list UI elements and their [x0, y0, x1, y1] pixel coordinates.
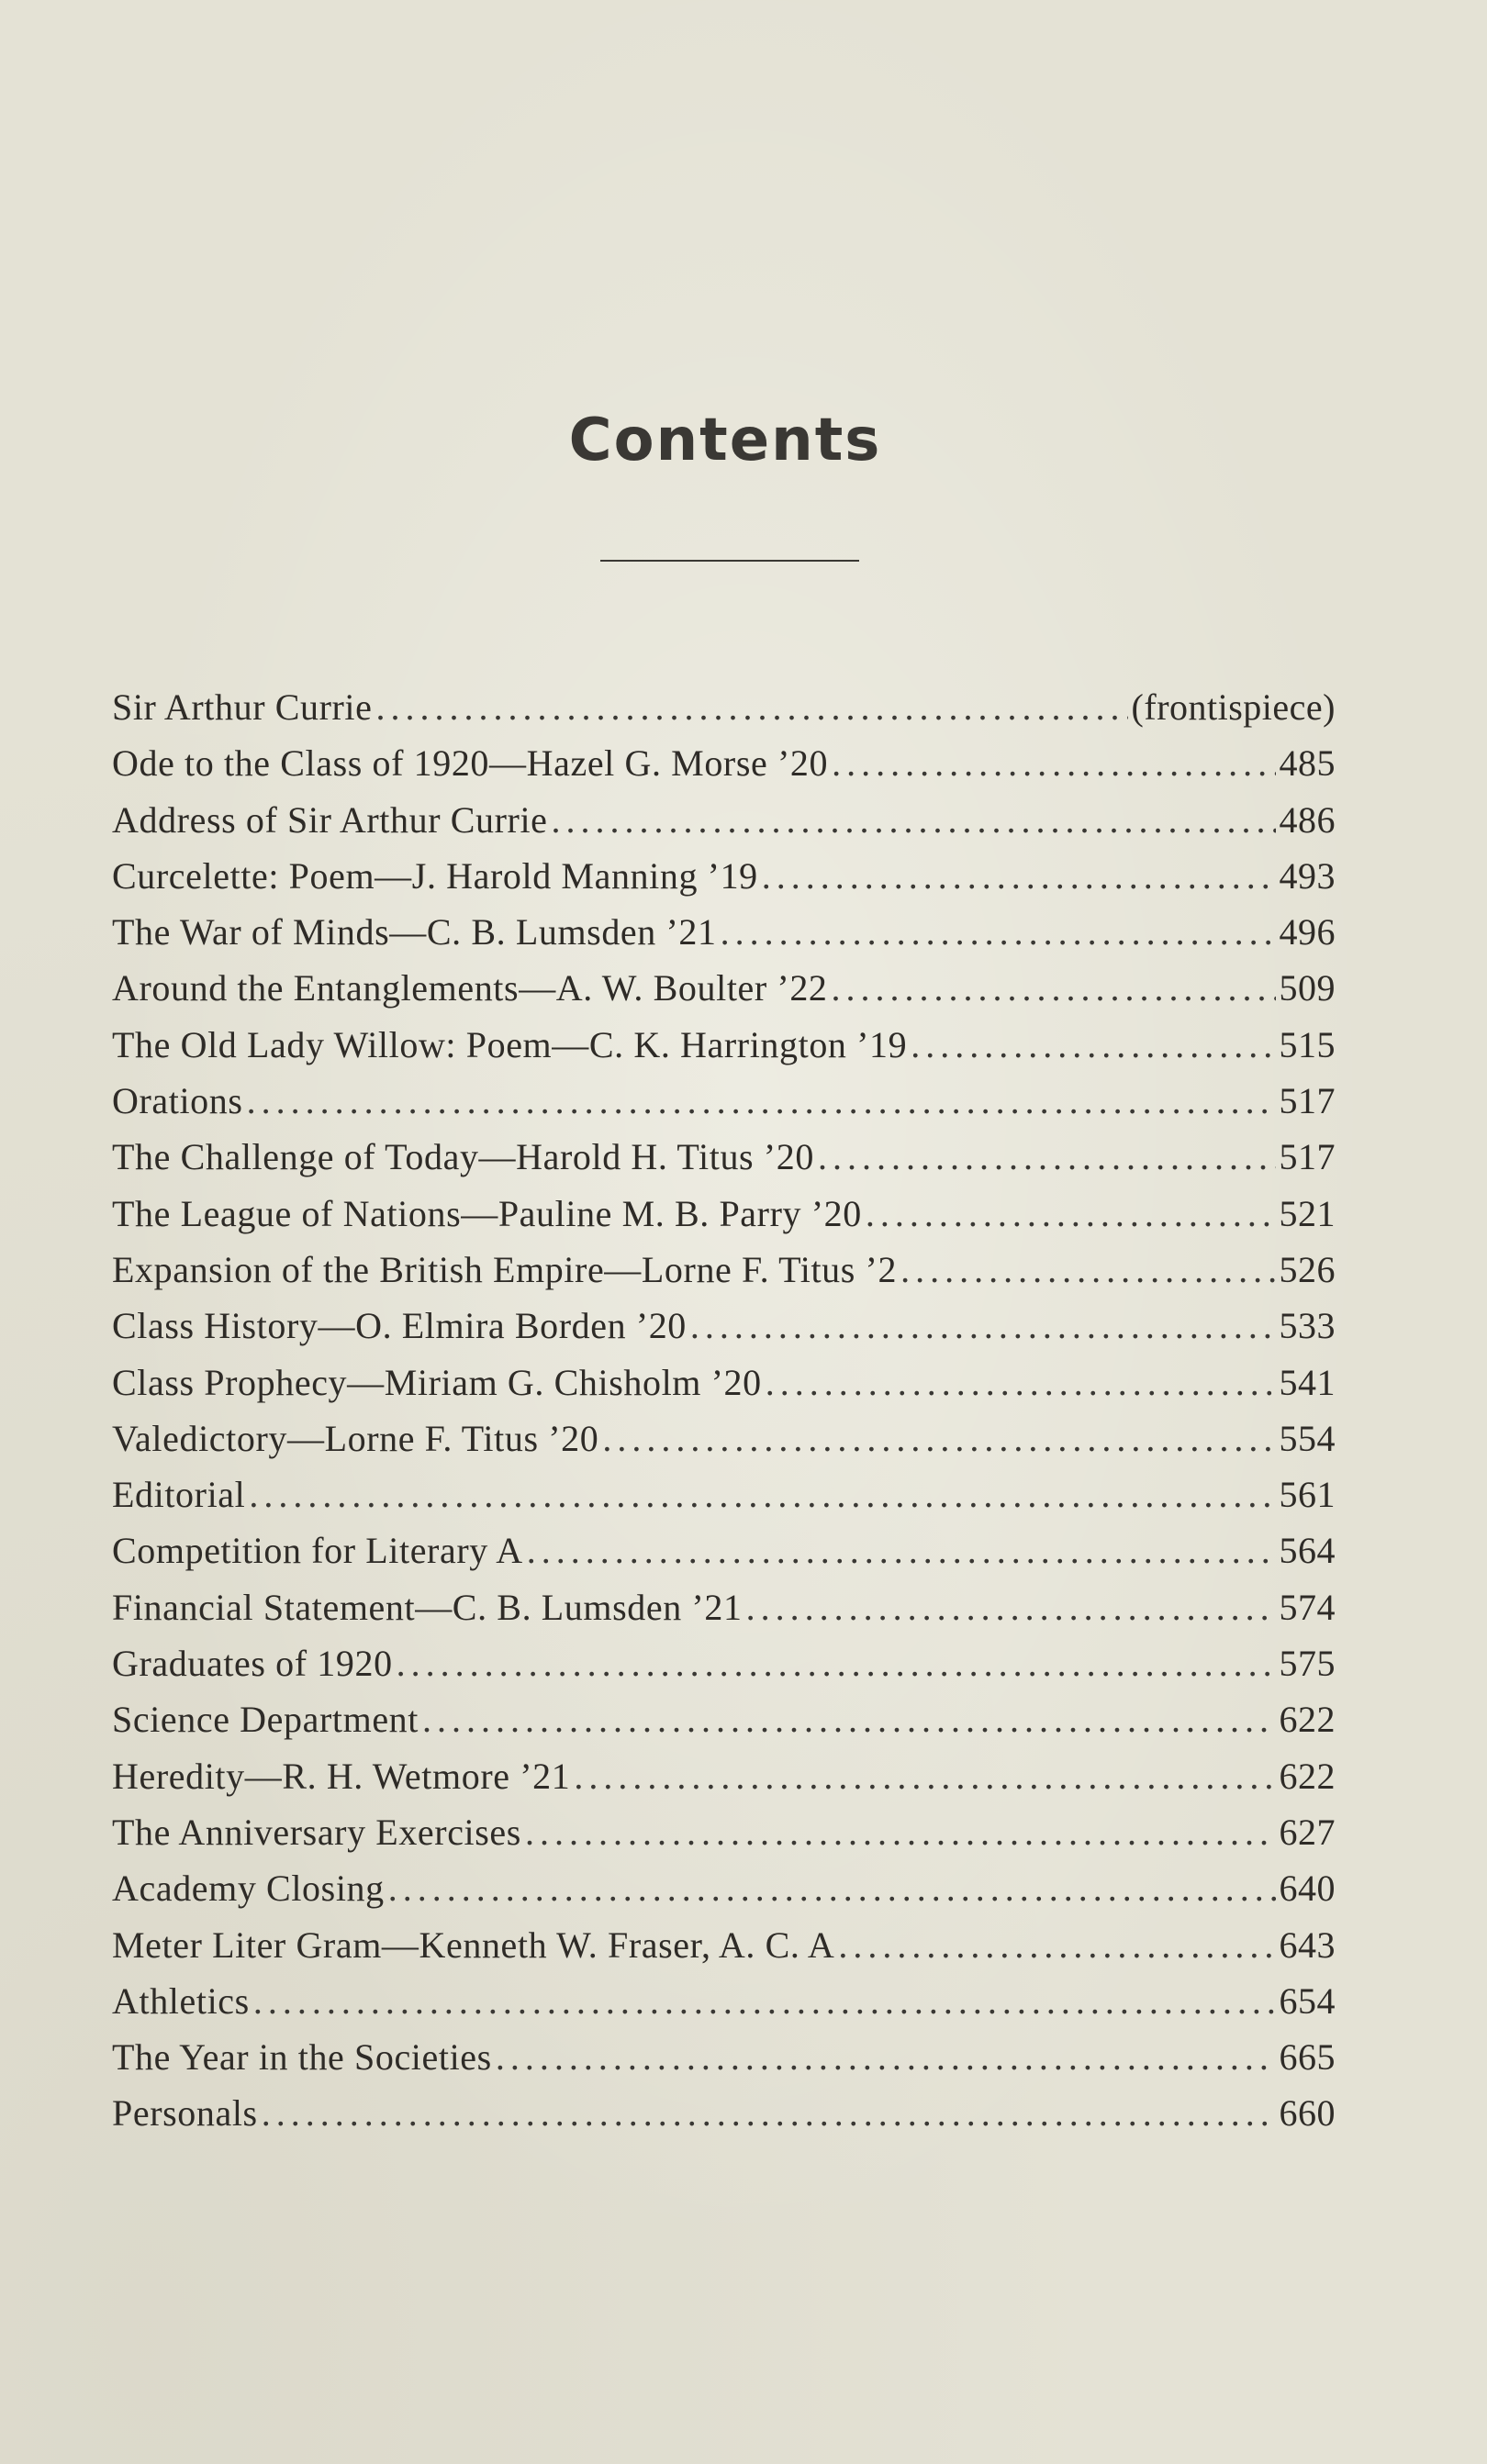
dot-leader [376, 679, 1128, 735]
contents-entry [112, 1917, 1336, 1973]
contents-entry [112, 848, 1336, 904]
entry-page: 509 [1279, 967, 1336, 1009]
entry-title: The Challenge of Today—Harold H. Titus ’20 [112, 1136, 814, 1178]
entry-page: 486 [1279, 798, 1336, 841]
contents-entry [112, 1073, 1336, 1129]
contents-entry [112, 1466, 1336, 1522]
dot-leader [397, 1635, 1276, 1691]
dot-leader [832, 735, 1275, 791]
contents-entry [112, 735, 1336, 791]
entry-page: 496 [1279, 911, 1336, 953]
entry-page: 533 [1279, 1305, 1336, 1347]
entry-title: Meter Liter Gram—Kenneth W. Fraser, A. C. A [112, 1923, 835, 1966]
contents-entry [112, 1579, 1336, 1635]
entry-title: The Year in the Societies [112, 2036, 492, 2079]
entry-page: 515 [1279, 1023, 1336, 1065]
contents-entry [112, 1242, 1336, 1298]
dot-leader [900, 1242, 1275, 1298]
dot-leader [388, 1860, 1276, 1916]
dot-leader [262, 2085, 1276, 2141]
contents-entry [112, 2029, 1336, 2085]
dot-leader [721, 904, 1276, 960]
contents-entry [112, 2085, 1336, 2141]
dot-leader [247, 1073, 1276, 1129]
entry-title: Orations [112, 1080, 243, 1122]
entry-title: Class History—O. Elmira Borden ’20 [112, 1305, 687, 1347]
entry-page: 654 [1279, 1979, 1336, 2022]
entry-title: Valedictory—Lorne F. Titus ’20 [112, 1417, 599, 1459]
contents-entry [112, 1522, 1336, 1578]
contents-entry [112, 1017, 1336, 1073]
dot-leader [525, 1804, 1276, 1860]
entry-title: Editorial [112, 1474, 246, 1516]
entry-title: Heredity—R. H. Wetmore ’21 [112, 1755, 571, 1797]
contents-entry [112, 1691, 1336, 1747]
contents-entry [112, 1804, 1336, 1860]
entry-title: Class Prophecy—Miriam G. Chisholm ’20 [112, 1361, 762, 1403]
entry-page: 640 [1279, 1868, 1336, 1910]
entry-page: 575 [1279, 1643, 1336, 1685]
entry-page: 643 [1279, 1923, 1336, 1966]
dot-leader [249, 1466, 1275, 1522]
dot-leader [552, 792, 1276, 848]
entry-page: 526 [1279, 1248, 1336, 1290]
page-title: Contents [568, 406, 882, 474]
contents-entry [112, 1748, 1336, 1804]
dot-leader [746, 1579, 1276, 1635]
entry-page: 554 [1279, 1417, 1336, 1459]
contents-entry [112, 1973, 1336, 2029]
entry-page: 660 [1279, 2092, 1336, 2135]
contents-entry [112, 1186, 1336, 1242]
entry-title: The War of Minds—C. B. Lumsden ’21 [112, 911, 717, 953]
entry-title: Address of Sir Arthur Currie [112, 798, 548, 841]
entry-title: Academy Closing [112, 1868, 385, 1910]
dot-leader [496, 2029, 1276, 2085]
title-rule [600, 560, 859, 562]
dot-leader [574, 1748, 1275, 1804]
entry-title: Ode to the Class of 1920—Hazel G. Morse ’20 [112, 742, 829, 785]
entry-page: 665 [1279, 2036, 1336, 2079]
entry-title: Expansion of the British Empire—Lorne F. Titus ’2 [112, 1248, 898, 1290]
contents-entry [112, 1129, 1336, 1185]
entry-page: 517 [1279, 1136, 1336, 1178]
contents-entry [112, 679, 1336, 735]
entry-title: Curcelette: Poem—J. Harold Manning ’19 [112, 854, 758, 897]
contents-entry [112, 792, 1336, 848]
dot-leader [866, 1186, 1276, 1242]
entry-page: 622 [1279, 1755, 1336, 1797]
entry-title: Competition for Literary A [112, 1530, 523, 1572]
dot-leader [911, 1017, 1275, 1073]
contents-entry [112, 1410, 1336, 1466]
entry-page: 541 [1279, 1361, 1336, 1403]
dot-leader [602, 1410, 1275, 1466]
entry-title: Sir Arthur Currie [112, 686, 373, 728]
entry-title: The Anniversary Exercises [112, 1811, 521, 1853]
contents-entry [112, 1355, 1336, 1410]
entry-page: 561 [1279, 1474, 1336, 1516]
entry-page: 517 [1279, 1080, 1336, 1122]
dot-leader [838, 1917, 1275, 1973]
dot-leader [690, 1298, 1276, 1354]
dot-leader [422, 1691, 1276, 1747]
entry-title: Graduates of 1920 [112, 1643, 393, 1685]
entry-page: 622 [1279, 1699, 1336, 1741]
entry-title: Financial Statement—C. B. Lumsden ’21 [112, 1586, 743, 1628]
entry-title: Personals [112, 2092, 258, 2135]
entry-page: 485 [1279, 742, 1336, 785]
contents-entry [112, 960, 1336, 1016]
dot-leader [253, 1973, 1276, 2029]
entry-page: (frontispiece) [1131, 686, 1336, 728]
dot-leader [766, 1355, 1276, 1410]
entry-page: 564 [1279, 1530, 1336, 1572]
entry-page: 627 [1279, 1811, 1336, 1853]
contents-entry [112, 904, 1336, 960]
contents-entry [112, 1860, 1336, 1916]
entry-page: 493 [1279, 854, 1336, 897]
entry-title: Science Department [112, 1699, 419, 1741]
contents-entry [112, 1635, 1336, 1691]
dot-leader [818, 1129, 1276, 1185]
dot-leader [527, 1522, 1276, 1578]
contents-entry [112, 1298, 1336, 1354]
entry-page: 574 [1279, 1586, 1336, 1628]
entry-title: The League of Nations—Pauline M. B. Parry ’20 [112, 1192, 862, 1234]
dot-leader [832, 960, 1276, 1016]
entry-title: Athletics [112, 1979, 250, 2022]
entry-title: The Old Lady Willow: Poem—C. K. Harrington ’19 [112, 1023, 908, 1065]
entry-title: Around the Entanglements—A. W. Boulter ’22 [112, 967, 828, 1009]
dot-leader [762, 848, 1276, 904]
entry-page: 521 [1279, 1192, 1336, 1234]
contents-list [112, 679, 1336, 2142]
